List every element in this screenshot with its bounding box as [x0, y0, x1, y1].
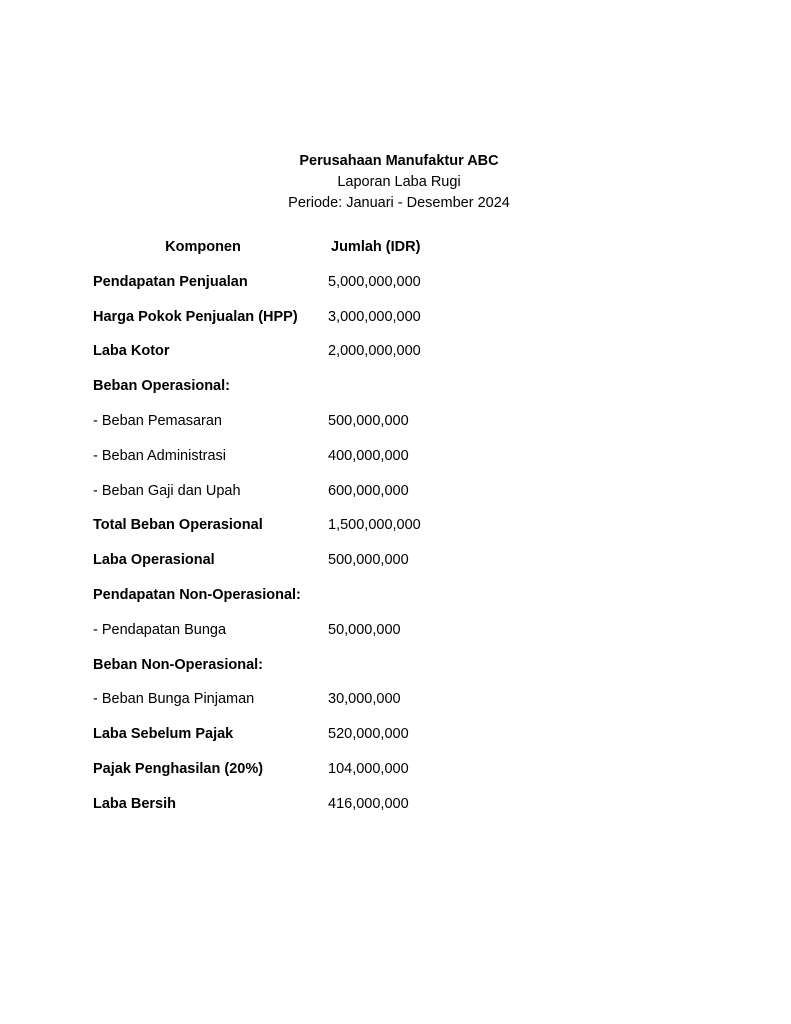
row-amount: 104,000,000	[328, 760, 409, 777]
row-label: Harga Pokok Penjualan (HPP)	[93, 308, 298, 325]
table-row	[93, 619, 453, 654]
table-row	[93, 410, 453, 445]
table-row	[93, 445, 453, 480]
row-amount: 520,000,000	[328, 726, 409, 743]
table-row	[93, 654, 453, 689]
row-amount: 600,000,000	[328, 482, 409, 499]
table-row	[93, 758, 453, 793]
row-amount: 50,000,000	[328, 621, 401, 638]
company-name: Perusahaan Manufaktur ABC	[299, 153, 499, 169]
row-amount: 416,000,000	[328, 795, 409, 812]
table-row	[93, 723, 453, 758]
table-row	[93, 514, 453, 549]
row-label: - Beban Pemasaran	[93, 412, 222, 429]
row-amount: 500,000,000	[328, 552, 409, 569]
table-row	[93, 271, 453, 306]
row-amount: 5,000,000,000	[328, 273, 421, 290]
table-row	[93, 688, 453, 723]
row-label: Laba Sebelum Pajak	[93, 726, 234, 743]
row-label: - Beban Bunga Pinjaman	[93, 691, 255, 708]
table-row	[93, 375, 453, 410]
row-label: Laba Kotor	[93, 343, 170, 360]
row-label: Total Beban Operasional	[93, 517, 263, 534]
row-label: - Pendapatan Bunga	[93, 621, 227, 638]
column-header-jumlah: Jumlah (IDR)	[331, 239, 421, 255]
row-label: - Beban Administrasi	[93, 447, 226, 464]
row-amount: 400,000,000	[328, 447, 409, 464]
report-title: Laporan Laba Rugi	[337, 174, 461, 190]
section-label: Pendapatan Non-Operasional:	[93, 586, 301, 603]
table-header-row	[93, 236, 453, 271]
row-label: Pajak Penghasilan (20%)	[93, 760, 264, 777]
row-amount: 2,000,000,000	[328, 343, 421, 360]
table-row	[93, 340, 453, 375]
row-amount: 3,000,000,000	[328, 308, 421, 325]
row-label: Laba Operasional	[93, 552, 215, 569]
row-amount: 30,000,000	[328, 691, 401, 708]
table-row	[93, 306, 453, 341]
row-amount: 500,000,000	[328, 412, 409, 429]
table-row	[93, 793, 453, 828]
table-row	[93, 549, 453, 584]
row-label: Laba Bersih	[93, 795, 176, 812]
report-period: Periode: Januari - Desember 2024	[288, 195, 510, 211]
row-amount: 1,500,000,000	[328, 517, 421, 534]
section-label: Beban Operasional:	[93, 378, 230, 395]
row-label: - Beban Gaji dan Upah	[93, 482, 241, 499]
row-label: Pendapatan Penjualan	[93, 273, 248, 290]
table-row	[93, 480, 453, 515]
column-header-komponen: Komponen	[165, 239, 241, 255]
income-statement-table	[93, 236, 453, 828]
section-label: Beban Non-Operasional:	[93, 656, 263, 673]
table-row	[93, 584, 453, 619]
report-header	[0, 151, 791, 214]
